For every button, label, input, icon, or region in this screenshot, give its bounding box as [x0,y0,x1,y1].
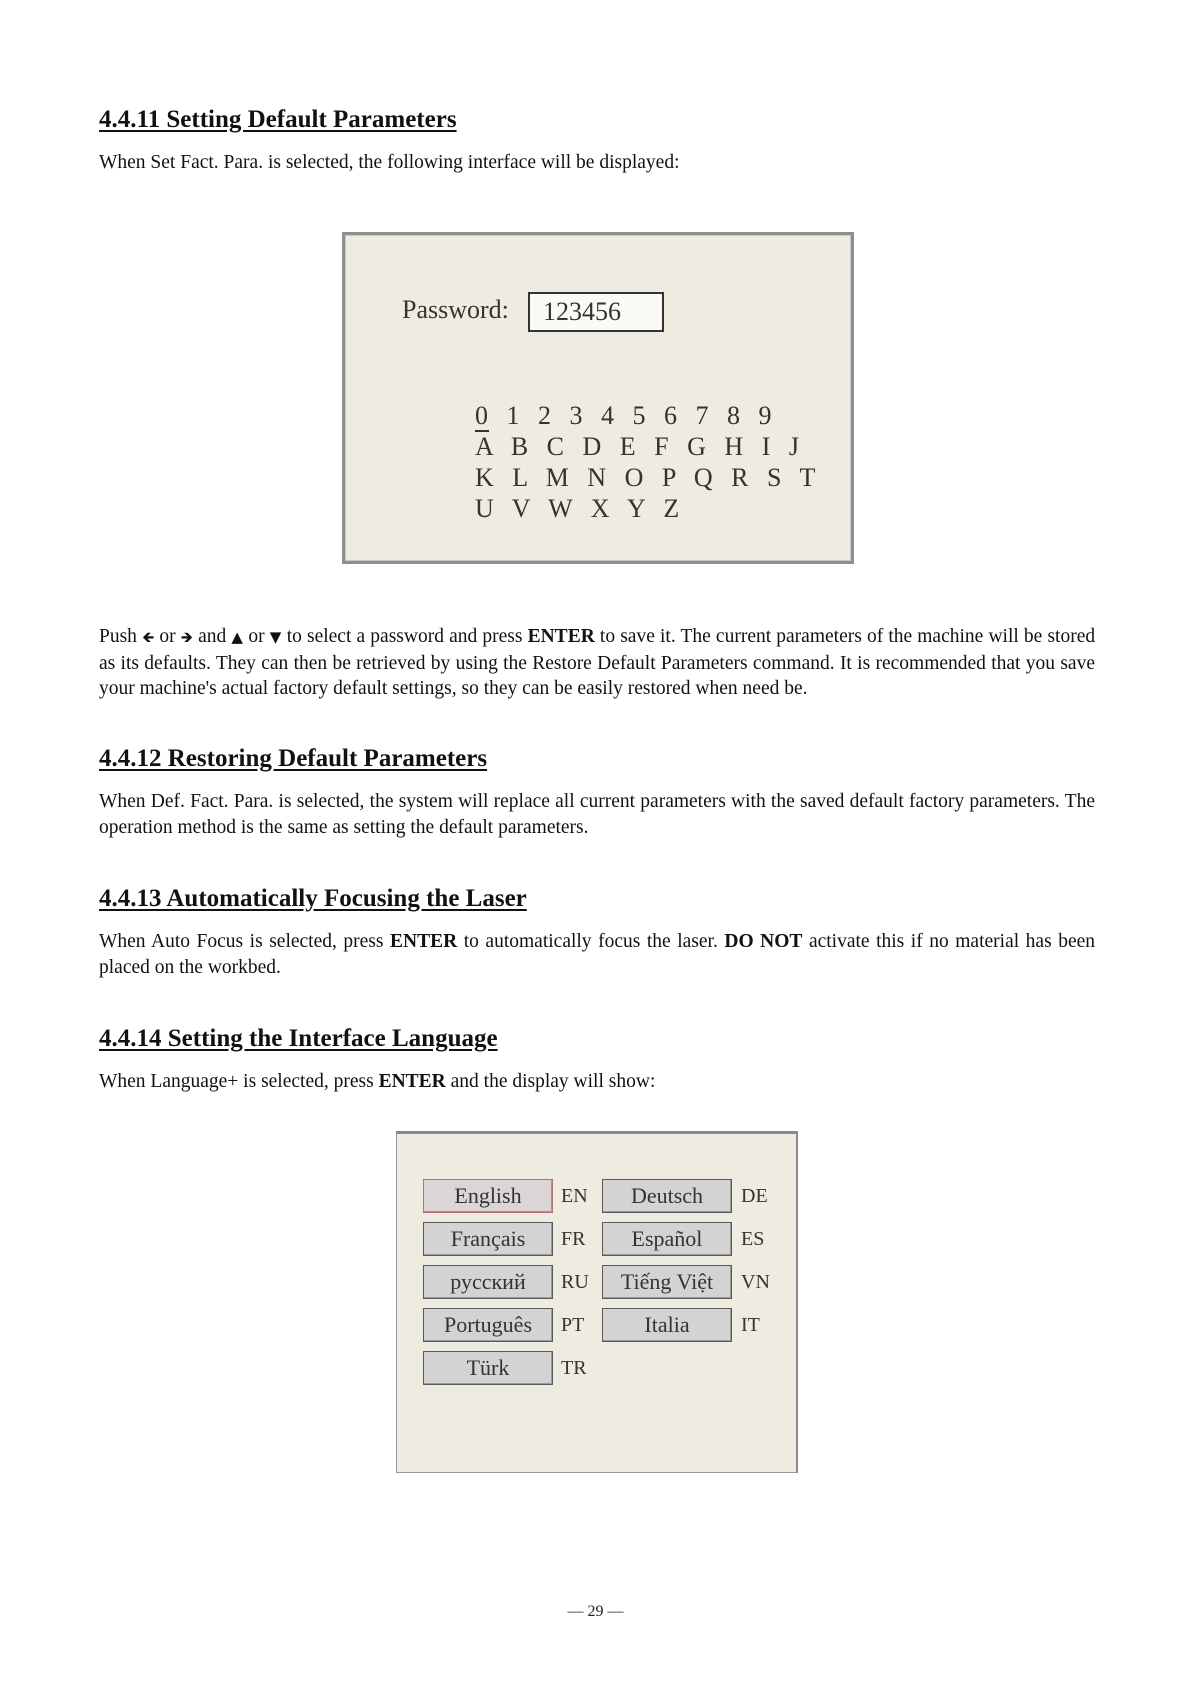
section-body-4-4-14 [99,1069,1095,1095]
rest-text: to save it. The current parameters of the machine will be stored as its defaults. They can then be retrieved by using the Restore Default Parameters command. It is recommended that you save your machine's actual factory default settings, so they can be easily restored when need be. [99,626,1096,699]
lang-code-ru: RU [561,1271,589,1293]
language-screen [396,1131,798,1473]
lang-button-russian[interactable]: русский [423,1265,553,1299]
lang-button-turk[interactable]: Türk [423,1351,553,1385]
page-footer [0,1603,1191,1621]
select-text: to select a password and press [286,626,523,647]
charset-row-a-j[interactable]: A B C D E F G H I J [475,432,805,461]
lang-button-francais[interactable]: Français [423,1222,553,1256]
lang-code-de: DE [741,1185,768,1207]
charset-row-digits[interactable]: 0 1 2 3 4 5 6 7 8 9 [475,401,778,430]
right-arrow-icon: 🡺 [180,628,193,646]
page-number: 29 [587,1603,604,1620]
section-title-4-4-11: 4.4.11 Setting Default Parameters [99,106,457,133]
section-body-4-4-11 [99,624,1095,702]
section-title-4-4-12: 4.4.12 Restoring Default Parameters [99,745,488,772]
s3-text-2: to automatically focus the laser. [463,931,718,952]
s3-text-1: When Auto Focus is selected, press [99,931,384,952]
footer-dash-right: — [603,1603,624,1620]
lang-button-espanol[interactable]: Español [602,1222,732,1256]
lang-code-tr: TR [561,1357,587,1379]
password-screen [342,232,854,564]
footer-dash-left: — [567,1603,588,1620]
enter-keyword: ENTER [527,626,595,647]
s3-text-3: activate this if no material has been placed on the workbed. [99,931,1096,978]
section-title-4-4-13: 4.4.13 Automatically Focusing the Laser [99,885,527,912]
section-intro-4-4-11: When Set Fact. Para. is selected, the following interface will be displayed: [99,152,680,173]
charset-row-k-t[interactable]: K L M N O P Q R S T [475,463,822,492]
password-label: Password: [402,295,509,324]
or-text-2: or [248,626,265,647]
section-body-4-4-13 [99,929,1095,980]
or-text: or [159,626,176,647]
s4-text-1: When Language+ is selected, press [99,1071,374,1092]
up-arrow-icon: ▲ [231,628,244,646]
push-text: Push [99,626,137,647]
down-arrow-icon: ▼ [269,628,282,646]
lang-button-english[interactable]: English [423,1179,553,1213]
charset-row-u-z[interactable]: U V W X Y Z [475,494,686,523]
charset-cursor [475,430,489,432]
lang-code-vn: VN [741,1271,770,1293]
lang-button-deutsch[interactable]: Deutsch [602,1179,732,1213]
lang-code-es: ES [741,1228,765,1250]
enter-keyword: ENTER [390,931,458,952]
lang-code-it: IT [741,1314,760,1336]
section-title-4-4-14: 4.4.14 Setting the Interface Language [99,1025,498,1052]
lang-code-en: EN [561,1185,588,1207]
password-charset [475,401,821,525]
section-body-4-4-12: When Def. Fact. Para. is selected, the system will replace all current parameters with the saved default factory parameters. The operation method is the same as setting the default parameters. [99,791,1095,838]
left-arrow-icon: 🡸 [142,628,155,646]
and-text: and [198,626,227,647]
password-input[interactable]: 123456 [528,292,664,332]
do-not-keyword: DO NOT [724,931,803,952]
lang-button-tieng-viet[interactable]: Tiếng Việt [602,1265,732,1299]
enter-keyword: ENTER [378,1071,446,1092]
s4-text-2: and the display will show: [450,1071,656,1092]
lang-button-portugues[interactable]: Português [423,1308,553,1342]
lang-code-fr: FR [561,1228,586,1250]
lang-code-pt: PT [561,1314,585,1336]
lang-button-italia[interactable]: Italia [602,1308,732,1342]
